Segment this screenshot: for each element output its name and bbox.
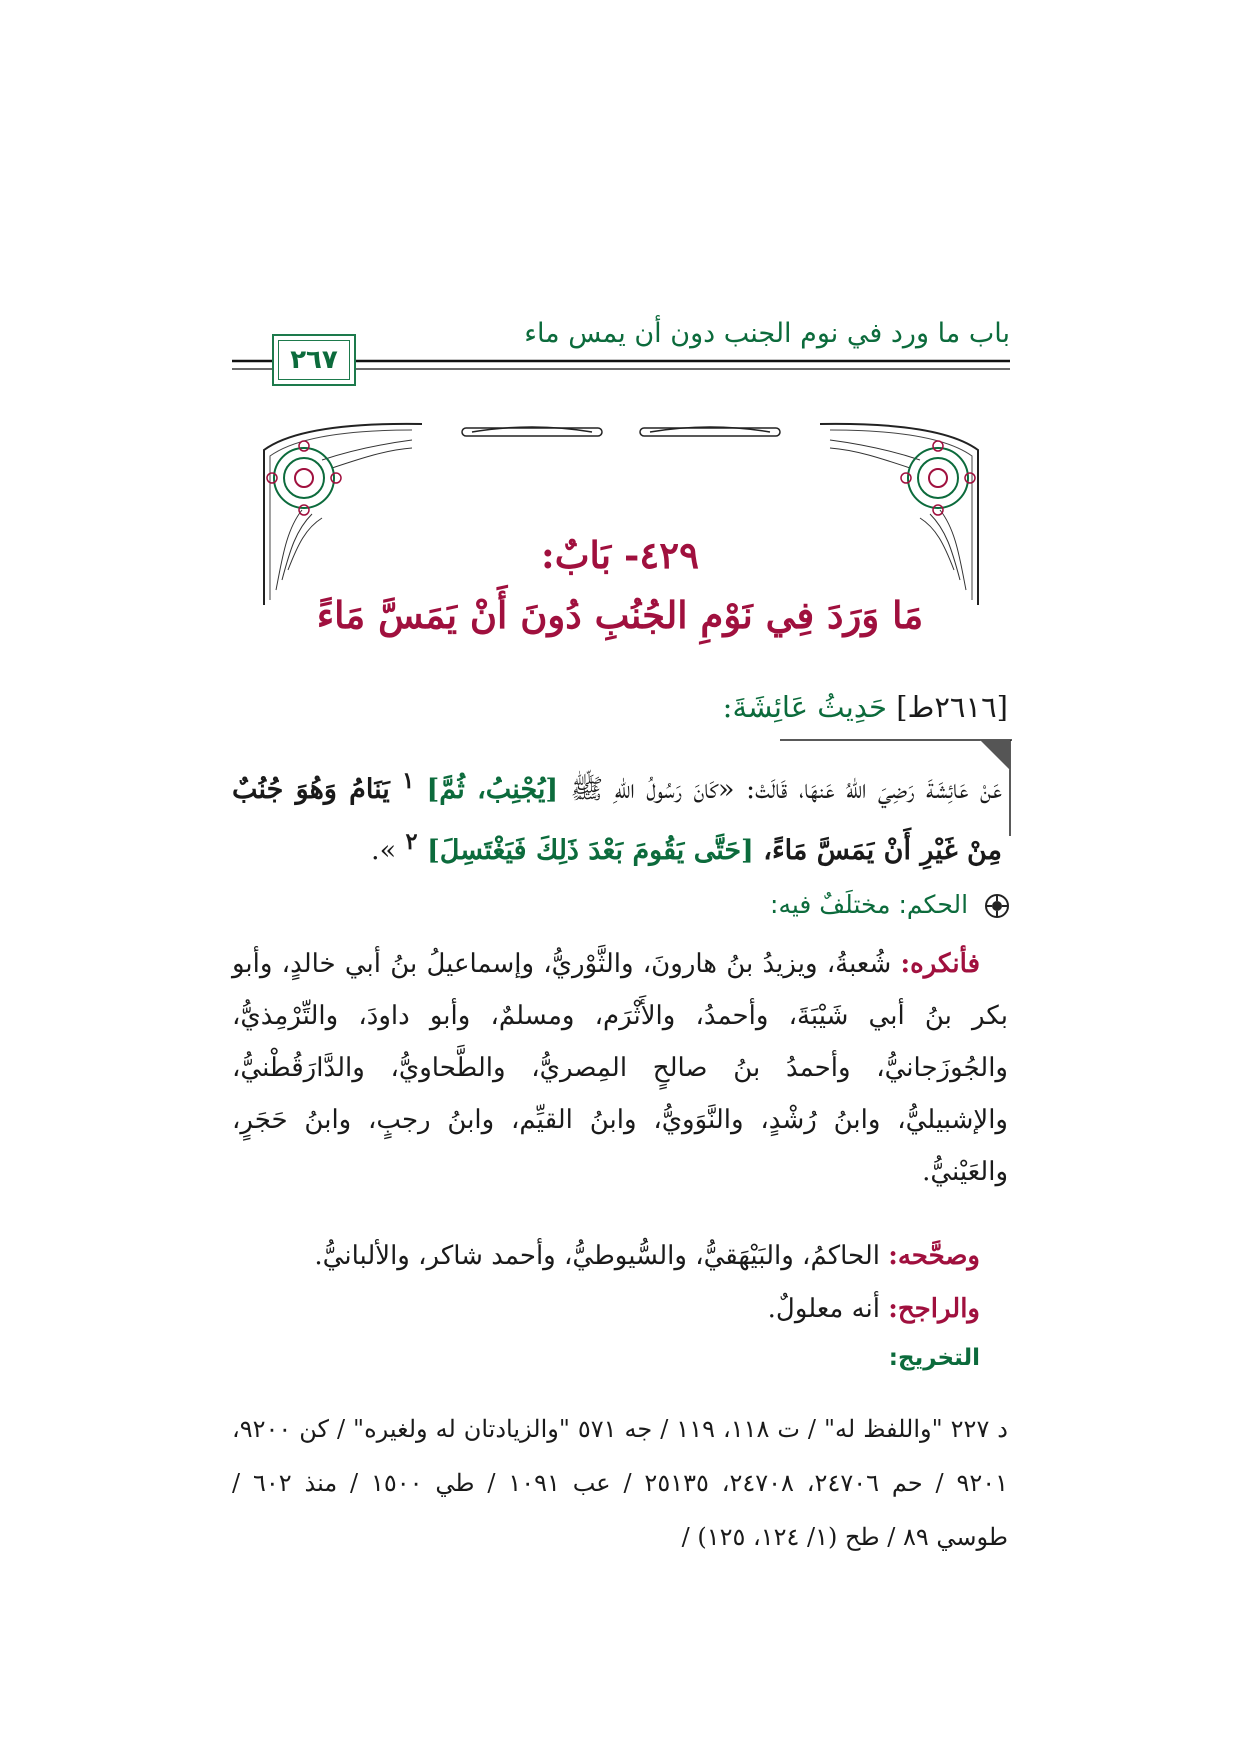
matn-addition-1: [يُجْنِبُ، ثُمَّ]	[426, 774, 559, 805]
rajih-text: أنه معلولٌ.	[767, 1294, 880, 1324]
page-number-box	[272, 334, 356, 386]
chapter-number: ٤٢٩- بَابٌ:	[541, 533, 699, 577]
sahhahu-paragraph	[232, 1230, 980, 1282]
matn-opening: عَنْ عَائِشَةَ رَضِيَ اللهُ عَنهَا، قَالَتْ: «كَانَ رَسُولُ اللهِ ﷺ	[570, 774, 1002, 805]
ankarahu-text: شُعبةُ، ويزيدُ بنُ هارونَ، والثَّوْريُّ، وإسماعيلُ بنُ أبي خالدٍ، وأبو بكر بنُ أبي شَيْبَةَ، وأحمدُ، والأَثْرَم، ومسلمٌ، وأبو داودَ، والتِّرْمِذيُّ، والجُوزَجانيُّ، وأحمدُ بنُ صالحٍ المِصريُّ، والطَّحاويُّ، والدَّارَقُطْنيُّ، والإشبيليُّ، وابنُ رُشْدٍ، والنَّوَويُّ، وابنُ القيِّم، وابنُ رجبٍ، وابنُ حَجَرٍ، والعَيْنيُّ.	[232, 949, 1008, 1187]
flower-icon	[984, 893, 1010, 919]
hukm-row	[510, 890, 1010, 919]
hadith-matn	[232, 755, 1002, 877]
hukm-value: مختلَفٌ فيه:	[770, 890, 891, 919]
chapter-title: مَا وَرَدَ فِي نَوْمِ الجُنُبِ دُونَ أَنْ يَمَسَّ مَاءً	[316, 593, 924, 637]
page-number: ٢٦٧	[290, 345, 338, 375]
rajih-paragraph	[232, 1283, 980, 1335]
hadith-number: [٢٦١٦ط]	[896, 690, 1008, 724]
matn-addition-2: [حَتَّى يَقُومَ بَعْدَ ذَلِكَ فَيَغْتَسِلَ]	[427, 835, 754, 866]
rajih-label: والراجح:	[888, 1294, 980, 1324]
footnote-marker-2: ٢	[405, 829, 418, 855]
sahhahu-label: وصحَّحه:	[888, 1241, 980, 1271]
hukm-label: الحكم:	[898, 890, 969, 919]
running-header-title: باب ما ورد في نوم الجنب دون أن يمس ماء	[524, 318, 1010, 349]
takhrij-heading: التخريج:	[888, 1345, 980, 1371]
takhrij-text: د ٢٢٧ "واللفظ له" / ت ١١٨، ١١٩ / جه ٥٧١ "والزيادتان له ولغيره" / كن ٩٢٠٠، ٩٢٠١ / حم ٢٤٧٠٦، ٢٤٧٠٨، ٢٥١٣٥ / عب ١٠٩١ / طي ١٥٠٠ / منذ ٦٠٢ / طوسي ٨٩ / طح (١/ ١٢٤، ١٢٥) /	[232, 1415, 1009, 1551]
hadith-label: حَدِيثُ عَائِشَةَ:	[722, 690, 887, 724]
ankarahu-paragraph	[232, 938, 1008, 1198]
footnote-marker-1: ١	[402, 768, 415, 794]
matn-closing: ».	[371, 835, 397, 866]
sahhahu-text: الحاكمُ، والبَيْهَقيُّ، والسُّيوطيُّ، وأحمد شاكر، والألبانيُّ.	[314, 1241, 880, 1271]
matn-body: يَنَامُ وَهُوَ جُنُبٌ مِنْ غَيْرِ أَنْ يَمَسَّ مَاءً،	[232, 774, 1002, 866]
chapter-heading	[230, 525, 1010, 645]
hadith-header	[508, 690, 1008, 724]
ankarahu-label: فأنكره:	[900, 949, 980, 979]
